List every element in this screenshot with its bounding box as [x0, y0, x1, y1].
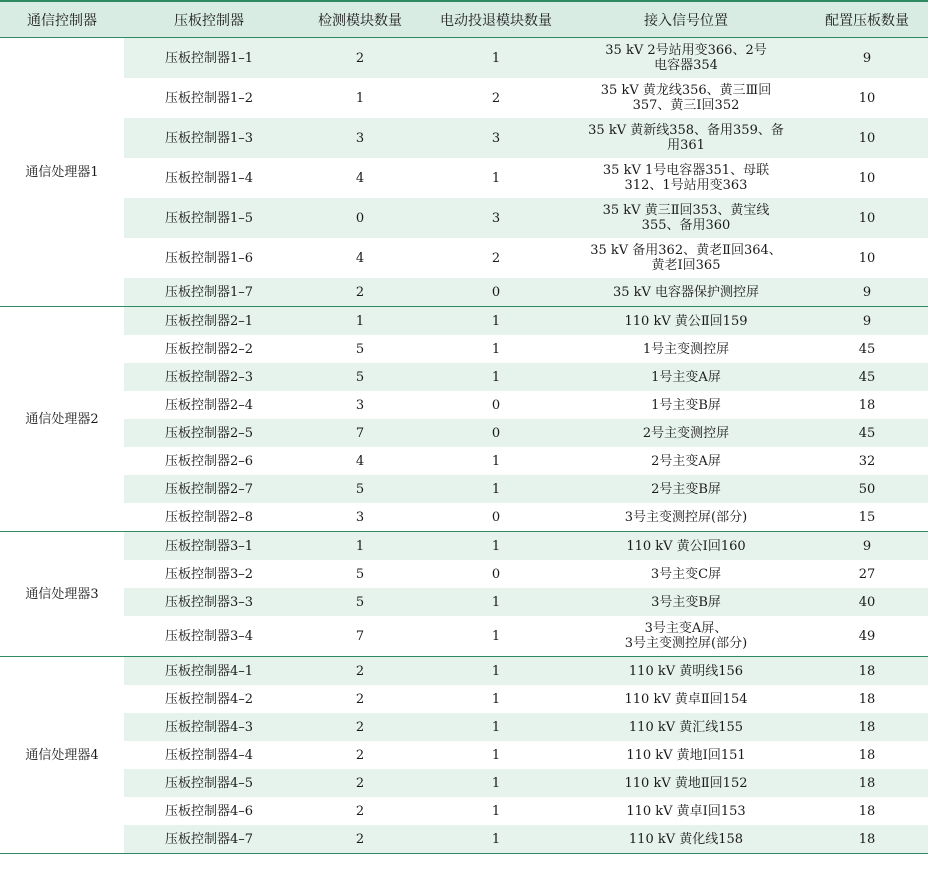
signal-location-cell	[566, 158, 806, 198]
motor-count-cell: 1	[426, 363, 566, 391]
plate-controller-cell: 压板控制器4–5	[124, 769, 294, 797]
plate-controller-cell: 压板控制器2–1	[124, 307, 294, 336]
detect-count-cell: 2	[294, 657, 426, 686]
motor-count-cell: 0	[426, 419, 566, 447]
signal-location-text: 35 kV 2号站用变366、2号 电容器354	[605, 43, 767, 73]
plate-count-cell: 18	[806, 657, 928, 686]
signal-location-text: 35 kV 黄三Ⅱ回353、黄宝线 355、备用360	[602, 203, 770, 233]
plate-count-cell: 45	[806, 363, 928, 391]
plate-count-cell: 27	[858, 566, 876, 582]
table-row	[0, 532, 928, 561]
motor-count-cell: 1	[426, 616, 566, 657]
table-row	[0, 419, 928, 447]
table-row	[0, 825, 928, 854]
plate-count-cell: 49	[806, 616, 928, 657]
detect-count-cell: 2	[355, 803, 365, 819]
plate-count-cell: 10	[858, 170, 876, 186]
detect-count-cell: 5	[294, 588, 426, 616]
detect-count-cell: 2	[294, 38, 426, 79]
plate-controller-cell: 压板控制器2–6	[164, 453, 254, 469]
plate-count-cell: 18	[858, 747, 876, 763]
signal-location-cell	[566, 278, 806, 307]
motor-count-cell: 1	[426, 38, 566, 79]
plate-count-cell: 45	[858, 341, 876, 357]
signal-location-cell	[566, 588, 806, 616]
plate-controller-cell: 压板控制器2–5	[124, 419, 294, 447]
header-detect-count: 检测模块数量	[294, 1, 426, 38]
motor-count-cell: 3	[426, 118, 566, 158]
detect-count-cell: 2	[294, 713, 426, 741]
plate-count-cell: 18	[806, 825, 928, 854]
detect-count-cell: 3	[294, 118, 426, 158]
plate-controller-cell: 压板控制器2–3	[124, 363, 294, 391]
plate-count-cell: 10	[858, 90, 876, 106]
motor-count-cell: 1	[491, 341, 501, 357]
comm-processor-cell: 通信处理器2	[0, 307, 124, 532]
comm-processor-cell: 通信处理器4	[0, 657, 124, 854]
detect-count-cell: 5	[294, 475, 426, 503]
table-row	[0, 278, 928, 307]
plate-count-cell: 9	[806, 278, 928, 307]
motor-count-cell: 1	[426, 475, 566, 503]
signal-location-text: 35 kV 黄新线358、备用359、备 用361	[588, 123, 784, 153]
signal-location-cell	[566, 797, 806, 825]
table-row	[0, 363, 928, 391]
table-row	[0, 391, 928, 419]
detect-count-cell: 7	[294, 419, 426, 447]
plate-controller-cell: 压板控制器2–7	[124, 475, 294, 503]
plate-controller-cell: 压板控制器4–3	[124, 713, 294, 741]
signal-location-text: 110 kV 黄汇线155	[628, 719, 744, 735]
plate-controller-cell: 压板控制器4–1	[124, 657, 294, 686]
detect-count-cell: 2	[355, 747, 365, 763]
plate-count-cell: 10	[806, 118, 928, 158]
signal-location-text: 35 kV 备用362、黄老Ⅱ回364、 黄老Ⅰ回365	[590, 243, 782, 273]
detect-count-cell: 1	[294, 532, 426, 561]
signal-location-text: 3号主变B屏	[651, 594, 721, 610]
plate-controller-cell: 压板控制器3–1	[124, 532, 294, 561]
table-row	[0, 158, 928, 198]
signal-location-text: 110 kV 黄地Ⅱ回152	[624, 775, 748, 791]
table-row	[0, 685, 928, 713]
signal-location-text: 110 kV 黄卓Ⅱ回154	[624, 691, 748, 707]
motor-count-cell: 0	[426, 278, 566, 307]
motor-count-cell: 1	[491, 170, 501, 186]
signal-location-text: 110 kV 黄公Ⅱ回159	[624, 313, 748, 329]
motor-count-cell: 0	[426, 503, 566, 532]
motor-count-cell: 1	[426, 307, 566, 336]
table-row	[0, 78, 928, 118]
table-row	[0, 560, 928, 588]
signal-location-cell	[566, 447, 806, 475]
plate-count-cell: 18	[858, 803, 876, 819]
motor-count-cell: 1	[426, 769, 566, 797]
signal-location-cell	[566, 769, 806, 797]
detect-count-cell: 4	[355, 170, 365, 186]
detect-count-cell: 7	[294, 616, 426, 657]
signal-location-text: 2号主变B屏	[651, 481, 721, 497]
plate-count-cell: 10	[858, 250, 876, 266]
signal-location-text: 110 kV 黄卓Ⅰ回153	[626, 803, 746, 819]
signal-location-cell	[566, 198, 806, 238]
table-row	[0, 503, 928, 532]
signal-location-text: 2号主变测控屏	[642, 425, 730, 441]
table-row	[0, 38, 928, 79]
plate-count-cell: 32	[858, 453, 876, 469]
signal-location-cell	[566, 335, 806, 363]
signal-location-cell	[566, 503, 806, 532]
signal-location-text: 35 kV 电容器保护测控屏	[612, 284, 760, 300]
header-signal-location: 接入信号位置	[566, 1, 806, 38]
plate-controller-cell: 压板控制器1–7	[124, 278, 294, 307]
header-row	[0, 1, 928, 38]
table-row	[0, 616, 928, 657]
motor-count-cell: 1	[491, 747, 501, 763]
motor-count-cell: 2	[491, 90, 501, 106]
signal-location-cell	[566, 307, 806, 336]
detect-count-cell: 5	[355, 566, 365, 582]
detect-count-cell: 2	[294, 825, 426, 854]
table-row	[0, 713, 928, 741]
header-plate-count: 配置压板数量	[806, 1, 928, 38]
table-row	[0, 198, 928, 238]
motor-count-cell: 0	[491, 397, 501, 413]
plate-count-cell: 18	[858, 691, 876, 707]
detect-count-cell: 5	[294, 363, 426, 391]
plate-controller-cell: 压板控制器3–4	[124, 616, 294, 657]
plate-controller-cell: 压板控制器1–5	[124, 198, 294, 238]
plate-controller-cell: 压板控制器3–3	[124, 588, 294, 616]
signal-location-cell	[566, 741, 806, 769]
plate-count-cell: 15	[806, 503, 928, 532]
plate-controller-cell: 压板控制器4–2	[164, 691, 254, 707]
table-row	[0, 118, 928, 158]
signal-location-text: 1号主变A屏	[651, 369, 721, 385]
table-row	[0, 307, 928, 336]
plate-count-cell: 9	[806, 38, 928, 79]
motor-count-cell: 1	[491, 691, 501, 707]
signal-location-cell	[566, 238, 806, 278]
comm-processor-cell: 通信处理器1	[0, 38, 124, 307]
detect-count-cell: 4	[355, 453, 365, 469]
plate-controller-cell: 压板控制器2–4	[164, 397, 254, 413]
signal-location-text: 35 kV 黄龙线356、黄三Ⅲ回 357、黄三Ⅰ回352	[600, 83, 772, 113]
table-row	[0, 447, 928, 475]
plate-count-cell: 9	[806, 307, 928, 336]
header-comm-controller: 通信控制器	[0, 1, 124, 38]
signal-location-cell	[566, 713, 806, 741]
signal-location-text: 1号主变B屏	[651, 397, 721, 413]
signal-location-text: 110 kV 黄明线156	[628, 663, 744, 679]
signal-location-cell	[566, 685, 806, 713]
motor-count-cell: 2	[491, 250, 501, 266]
signal-location-text: 110 kV 黄公Ⅰ回160	[626, 538, 746, 554]
signal-location-text: 1号主变测控屏	[642, 341, 730, 357]
table-row	[0, 475, 928, 503]
plate-controller-cell: 压板控制器4–4	[164, 747, 254, 763]
signal-location-cell	[566, 475, 806, 503]
plate-controller-cell: 压板控制器3–2	[164, 566, 254, 582]
motor-count-cell: 3	[426, 198, 566, 238]
signal-location-cell	[566, 825, 806, 854]
signal-location-text: 35 kV 1号电容器351、母联 312、1号站用变363	[602, 163, 770, 193]
table-body	[0, 38, 928, 854]
motor-count-cell: 1	[426, 713, 566, 741]
plate-controller-cell: 压板控制器2–8	[124, 503, 294, 532]
table-row	[0, 657, 928, 686]
plate-controller-cell: 压板控制器1–6	[164, 250, 254, 266]
plate-count-cell: 50	[806, 475, 928, 503]
plate-controller-cell: 压板控制器1–3	[124, 118, 294, 158]
plate-count-cell: 40	[806, 588, 928, 616]
plate-controller-cell: 压板控制器2–2	[164, 341, 254, 357]
signal-location-text: 110 kV 黄化线158	[628, 831, 744, 847]
signal-location-cell	[566, 363, 806, 391]
plate-count-cell: 9	[806, 532, 928, 561]
table-row	[0, 238, 928, 278]
motor-count-cell: 1	[426, 532, 566, 561]
detect-count-cell: 1	[294, 307, 426, 336]
motor-count-cell: 1	[491, 453, 501, 469]
plate-count-cell: 45	[806, 419, 928, 447]
signal-location-cell	[566, 560, 806, 588]
plate-controller-cell: 压板控制器4–6	[164, 803, 254, 819]
plate-count-cell: 18	[806, 769, 928, 797]
table-row	[0, 741, 928, 769]
motor-count-cell: 1	[426, 825, 566, 854]
detect-count-cell: 1	[355, 90, 365, 106]
table-row	[0, 588, 928, 616]
table-row	[0, 769, 928, 797]
signal-location-text: 110 kV 黄地Ⅰ回151	[626, 747, 746, 763]
plate-controller-cell: 压板控制器1–1	[124, 38, 294, 79]
table-row	[0, 335, 928, 363]
comm-processor-cell: 通信处理器3	[0, 532, 124, 657]
detect-count-cell: 2	[294, 278, 426, 307]
plate-controller-cell: 压板控制器1–2	[164, 90, 254, 106]
table-header	[0, 1, 928, 38]
signal-location-cell	[566, 78, 806, 118]
signal-location-cell	[566, 38, 806, 79]
signal-location-text: 3号主变A屏、 3号主变测控屏(部分)	[624, 621, 748, 651]
detect-count-cell: 2	[294, 769, 426, 797]
signal-location-cell	[566, 616, 806, 657]
detect-count-cell: 2	[355, 691, 365, 707]
header-motor-count: 电动投退模块数量	[426, 1, 566, 38]
plate-count-cell: 18	[858, 397, 876, 413]
plate-count-cell: 18	[806, 713, 928, 741]
plate-count-cell: 10	[806, 198, 928, 238]
signal-location-text: 2号主变A屏	[651, 453, 721, 469]
detect-count-cell: 0	[294, 198, 426, 238]
detect-count-cell: 4	[355, 250, 365, 266]
motor-count-cell: 1	[426, 657, 566, 686]
signal-location-cell	[566, 657, 806, 686]
signal-location-text: 3号主变C屏	[650, 566, 722, 582]
signal-location-cell	[566, 391, 806, 419]
detect-count-cell: 3	[355, 397, 365, 413]
motor-count-cell: 0	[491, 566, 501, 582]
plate-controller-cell: 压板控制器4–7	[124, 825, 294, 854]
detect-count-cell: 5	[355, 341, 365, 357]
motor-count-cell: 1	[491, 803, 501, 819]
detect-count-cell: 3	[294, 503, 426, 532]
motor-count-cell: 1	[426, 588, 566, 616]
header-plate-controller: 压板控制器	[124, 1, 294, 38]
signal-location-text: 3号主变测控屏(部分)	[624, 509, 748, 525]
signal-location-cell	[566, 419, 806, 447]
table-row	[0, 797, 928, 825]
signal-location-cell	[566, 532, 806, 561]
plate-controller-cell: 压板控制器1–4	[164, 170, 254, 186]
signal-location-cell	[566, 118, 806, 158]
